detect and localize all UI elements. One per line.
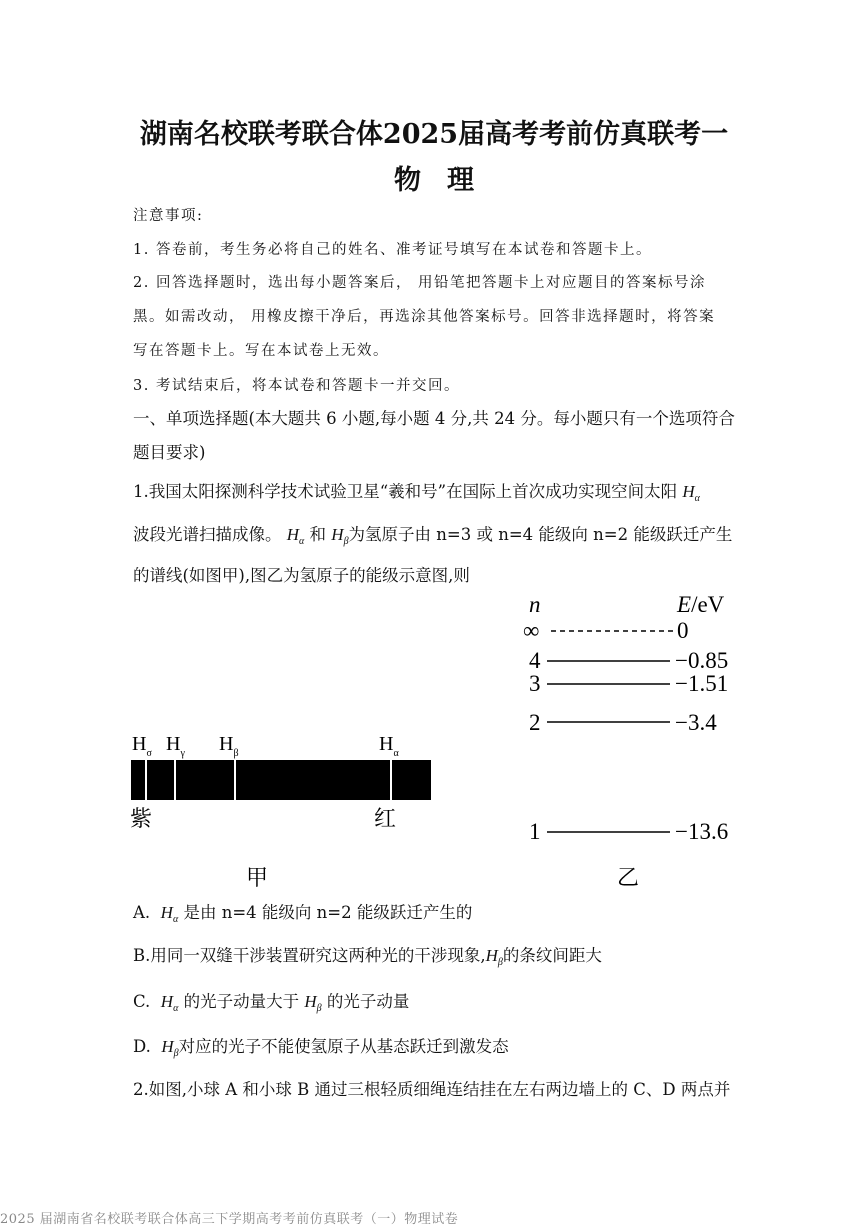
red-label: 红 <box>374 807 397 832</box>
level-n-4: 4 <box>529 648 541 673</box>
option-b: B.用同一双缝干涉装置研究这两种光的干涉现象$,H_\beta$的条纹间距大 <box>133 946 602 968</box>
level-n-2: 2 <box>529 710 541 735</box>
section-heading-line-1: 一、单项选择题(本大题共 6 小题,每小题 4 分,共 24 分。每小题只有一个选项符合 <box>133 409 735 428</box>
q1-text-1: 1.我国太阳探测科学技术试验卫星“羲和号”在国际上首次成功实现空间太阳 <box>133 482 678 501</box>
level-energy-2: −3.4 <box>675 710 717 735</box>
q1-text-2a: 波段光谱扫描成像。 <box>133 525 282 544</box>
note-line-5: 3. 考试结束后，将本试卷和答题卡一并交回。 <box>133 378 460 394</box>
page-footer: 2025 届湖南省名校联考联合体高三下学期高考考前仿真联考（一）物理试卷 <box>0 1212 459 1227</box>
h-beta-symbol: $H_\beta$ <box>161 1037 179 1059</box>
energy-level-diagram <box>515 588 760 893</box>
subject-title: 物理 <box>394 165 500 196</box>
h-alpha-symbol: $H_\alpha$ <box>286 525 305 547</box>
section-heading-line-2: 题目要求) <box>133 443 206 462</box>
h-alpha-symbol: $H_\alpha$ <box>682 482 700 504</box>
option-a: A. $H_\alpha$ 是由 n=4 能级向 n=2 能级跃迁产生的 <box>133 903 473 925</box>
h-beta-symbol: $H_\beta$ <box>485 946 503 968</box>
level-energy-1: −13.6 <box>675 819 729 844</box>
q1-line-1 <box>133 482 700 509</box>
n-axis-label: n <box>529 592 541 617</box>
exam-title: 湖南名校联考联合体2025届高考考前仿真联考一 <box>139 119 729 150</box>
level-energy-4: −0.85 <box>675 648 729 673</box>
q1-text-2b: 和 <box>309 525 327 544</box>
spectrum-figure <box>128 728 438 893</box>
note-line-1: 1. 答卷前，考生务必将自己的姓名、准考证号填写在本试卷和答题卡上。 <box>133 242 652 258</box>
q1-text-2c: 为氢原子由 n=3 或 n=4 能级向 n=2 能级跃迁产生 <box>348 525 733 544</box>
q1-line-2 <box>133 525 732 552</box>
spectrum-line-label-2: $H_\gamma$ <box>166 733 185 759</box>
spectrum-line-label-1: $H_\sigma$ <box>132 733 152 759</box>
h-beta-symbol: $H_\beta$ <box>331 525 349 547</box>
h-alpha-symbol: $H_\alpha$ <box>160 903 179 925</box>
note-line-2: 2. 回答选择题时，选出每小题答案后， 用铅笔把答题卡上对应题目的答案标号涂 <box>133 275 707 291</box>
figure-caption-yi: 乙 <box>617 866 640 891</box>
h-alpha-symbol: $H_\alpha$ <box>160 992 179 1014</box>
violet-label: 紫 <box>130 807 153 832</box>
note-line-4: 写在答题卡上。写在本试卷上无效。 <box>133 343 389 359</box>
level-energy-inf: 0 <box>677 618 689 643</box>
h-beta-symbol: $H_\beta$ <box>304 992 322 1014</box>
option-c: C. $H_\alpha$ 的光子动量大于 $H_\beta$ 的光子动量 <box>133 992 410 1014</box>
spectrum-line-label-3: $H_\beta$ <box>219 733 239 759</box>
level-energy-3: −1.51 <box>675 671 729 696</box>
q1-line-3: 的谱线(如图甲),图乙为氢原子的能级示意图,则 <box>133 566 470 585</box>
note-line-3: 黑。如需改动， 用橡皮擦干净后，再选涂其他答案标号。回答非选择题时，将答案 <box>133 309 716 325</box>
spectrum-line-label-4: $H_\alpha$ <box>379 733 399 759</box>
notes-heading: 注意事项: <box>133 208 204 224</box>
level-n-1: 1 <box>529 819 541 844</box>
q2-line-1: 2.如图,小球 A 和小球 B 通过三根轻质细绳连结挂在左右两边墙上的 C、D 两点并 <box>133 1080 731 1099</box>
level-n-inf: ∞ <box>523 618 540 643</box>
option-d: D. $H_\beta$对应的光子不能使氢原子从基态跃迁到激发态 <box>133 1037 509 1059</box>
figure-caption-jia: 甲 <box>246 866 269 891</box>
energy-axis-label: E/eV <box>677 592 725 617</box>
level-n-3: 3 <box>529 671 541 696</box>
